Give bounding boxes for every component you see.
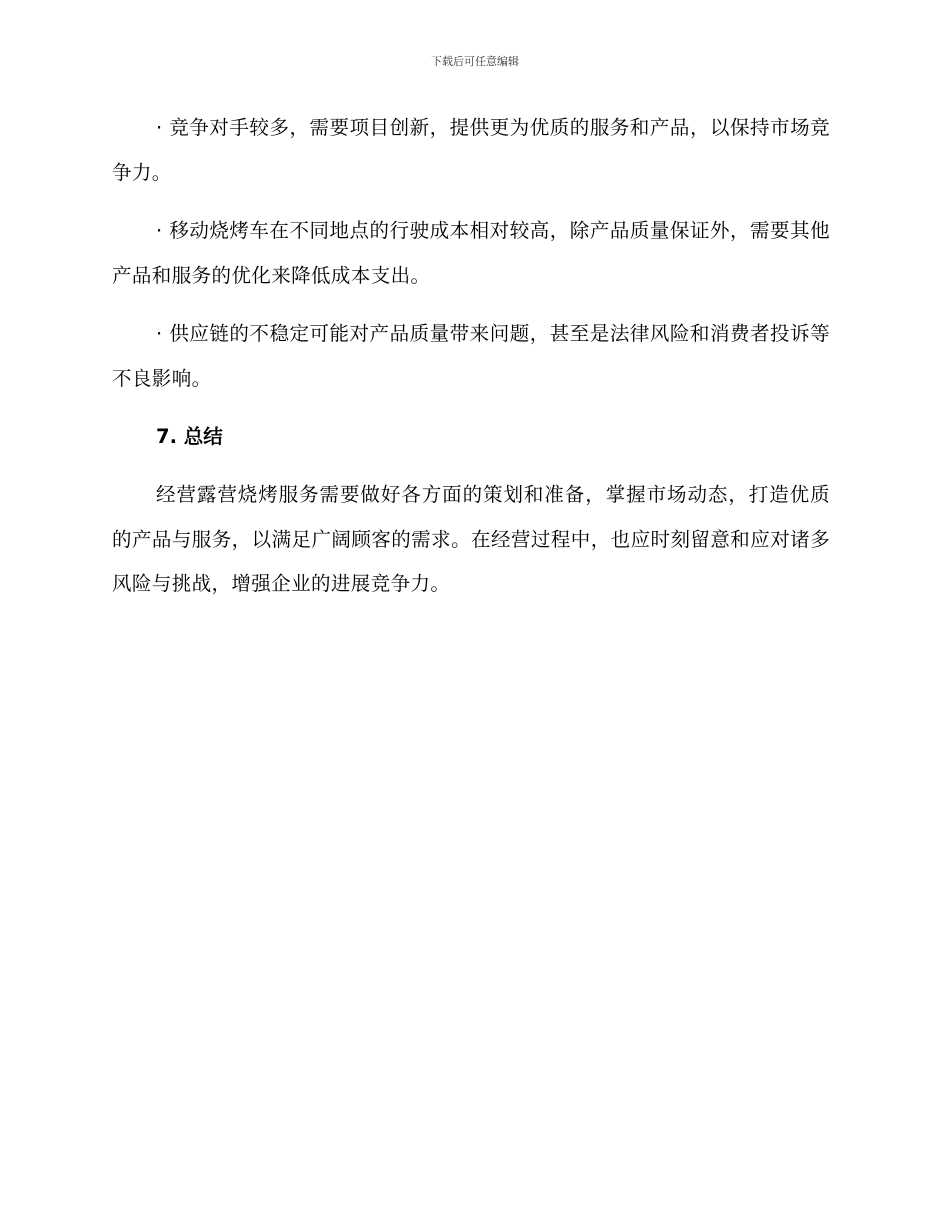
section-heading-summary: 7. 总结 (156, 425, 223, 448)
page-header: 下载后可任意编辑 (431, 55, 519, 68)
bullet-competition: · 竞争对手较多，需要项目创新，提供更为优质的服务和产品，以保持市场竞争力。 (112, 116, 830, 184)
bullet-travel-cost: · 移动烧烤车在不同地点的行驶成本相对较高，除产品质量保证外，需要其他产品和服务的优化来降低成本支出。 (112, 219, 830, 287)
document-body (112, 106, 830, 621)
bullet-supply-chain: · 供应链的不稳定可能对产品质量带来问题，甚至是法律风险和消费者投诉等不良影响。 (112, 322, 830, 390)
summary-paragraph: 经营露营烧烤服务需要做好各方面的策划和准备，掌握市场动态，打造优质的产品与服务，以满足广阔顾客的需求。在经营过程中，也应时刻留意和应对诸多风险与挑战，增强企业的进展竞争力。 (112, 483, 830, 595)
